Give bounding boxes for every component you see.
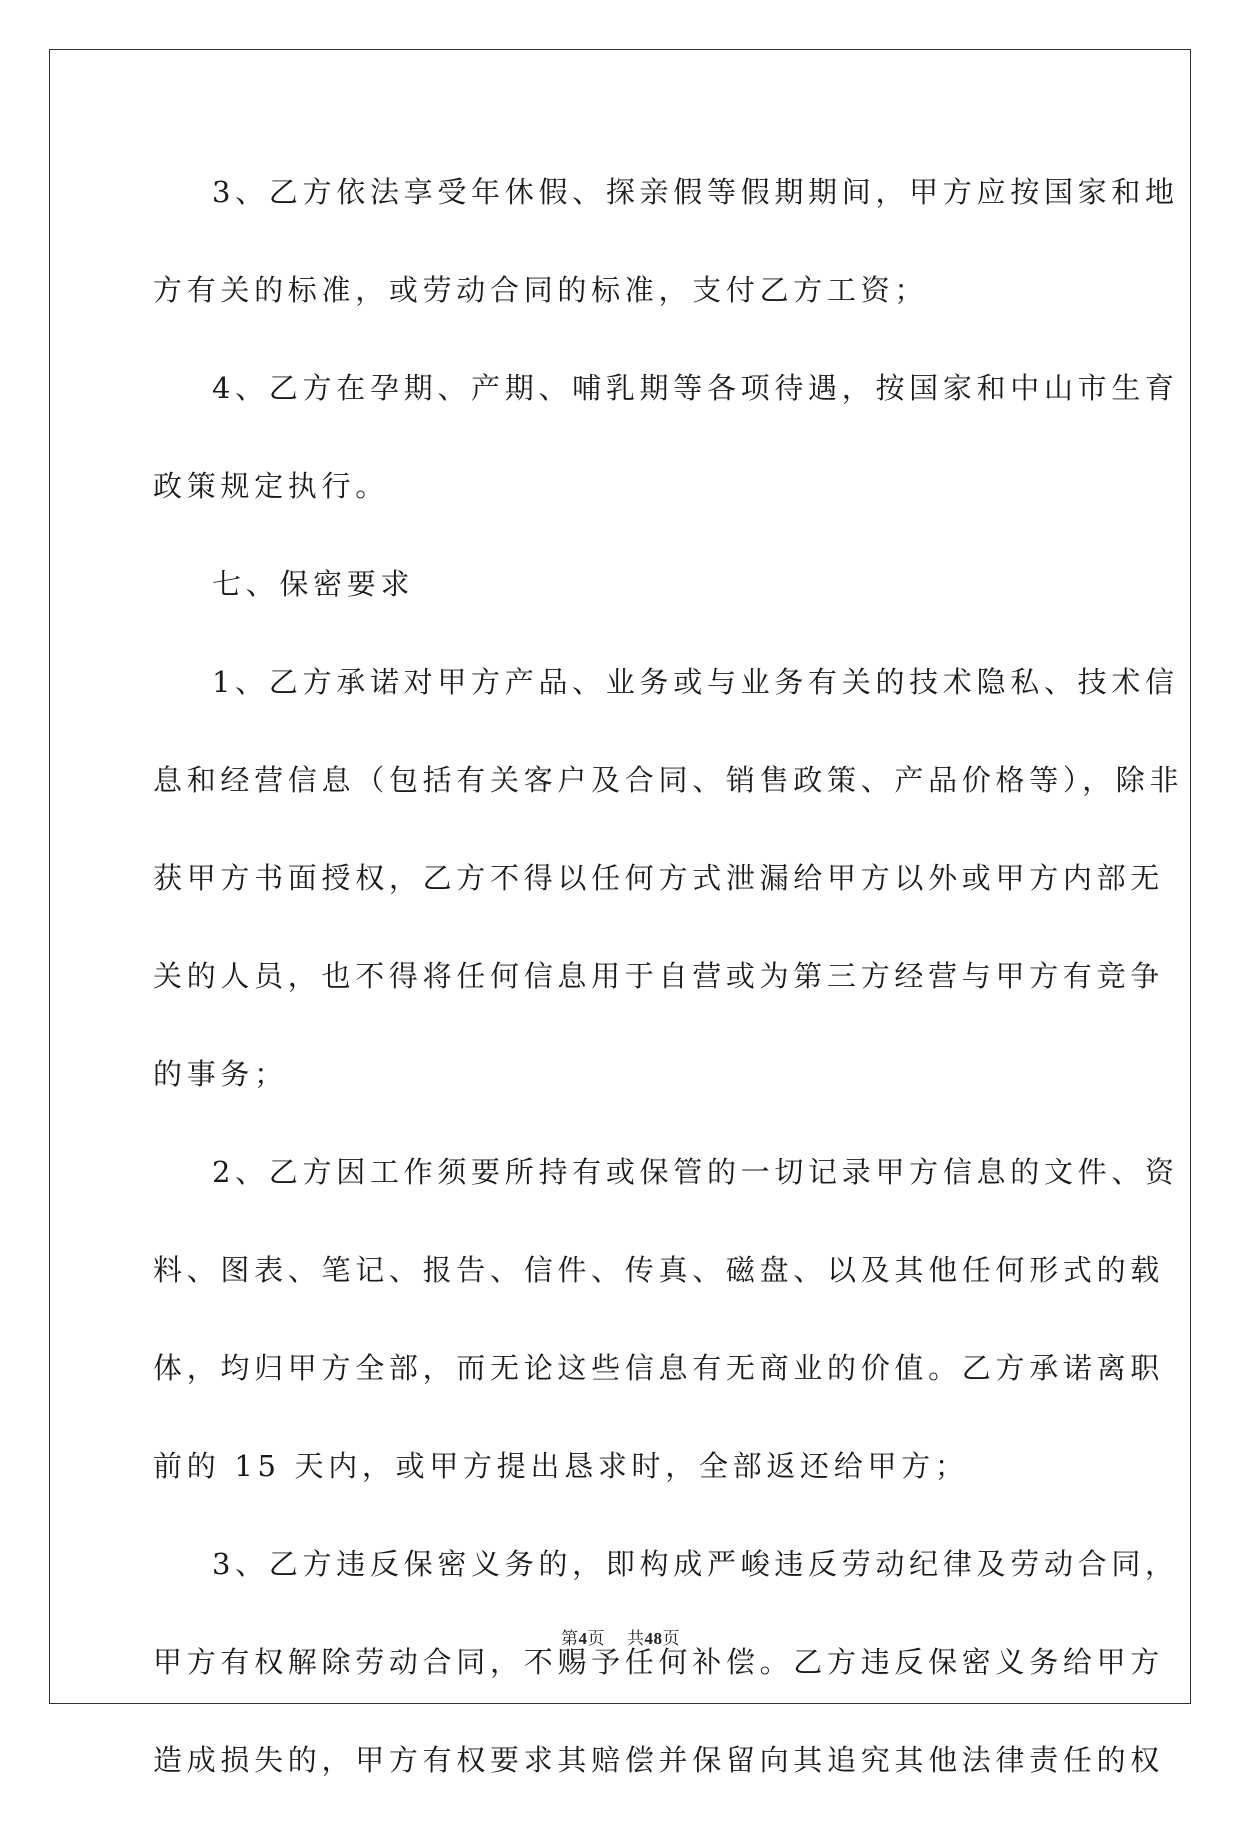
page-suffix: 页 — [587, 1629, 605, 1648]
text-line: 体，均归甲方全部，而无论这些信息有无商业的价值。乙方承诺离职 — [153, 1351, 1165, 1385]
text-line: 2、乙方因工作须要所持有或保管的一切记录甲方信息的文件、资 — [212, 1155, 1179, 1189]
page-footer — [0, 1624, 1241, 1649]
text-line: 料、图表、笔记、报告、信件、传真、磁盘、以及其他任何形式的载 — [153, 1253, 1165, 1287]
page-number: 4 — [578, 1629, 588, 1648]
text-line: 3、乙方依法享受年休假、探亲假等假期期间，甲方应按国家和地 — [212, 175, 1179, 209]
text-line: 的事务； — [153, 1057, 288, 1091]
text-line: 息和经营信息（包括有关客户及合同、销售政策、产品价格等），除非 — [153, 763, 1184, 797]
text-line: 政策规定执行。 — [153, 469, 389, 503]
total-suffix: 页 — [662, 1629, 680, 1648]
total-pages: 48 — [644, 1629, 663, 1648]
text-line: 1、乙方承诺对甲方产品、业务或与业务有关的技术隐私、技术信 — [212, 665, 1179, 699]
text-line: 甲方有权解除劳动合同，不赐予任何补偿。乙方违反保密义务给甲方 — [153, 1645, 1165, 1679]
text-line: 方有关的标准，或劳动合同的标准，支付乙方工资； — [153, 273, 929, 307]
text-line: 关的人员，也不得将任何信息用于自营或为第三方经营与甲方有竞争 — [153, 959, 1165, 993]
text-line: 4、乙方在孕期、产期、哺乳期等各项待遇，按国家和中山市生育 — [212, 371, 1179, 405]
section-heading: 七、保密要求 — [212, 567, 415, 601]
text-line: 3、乙方违反保密义务的，即构成严峻违反劳动纪律及劳动合同， — [212, 1547, 1179, 1581]
text-line: 造成损失的，甲方有权要求其赔偿并保留向其追究其他法律责任的权 — [153, 1743, 1165, 1777]
total-prefix: 共 — [627, 1629, 645, 1648]
document-body — [153, 163, 1184, 1829]
page-prefix: 第 — [561, 1629, 579, 1648]
text-line: 获甲方书面授权，乙方不得以任何方式泄漏给甲方以外或甲方内部无 — [153, 861, 1165, 895]
text-line: 前的 15 天内，或甲方提出恳求时，全部返还给甲方； — [153, 1449, 969, 1483]
